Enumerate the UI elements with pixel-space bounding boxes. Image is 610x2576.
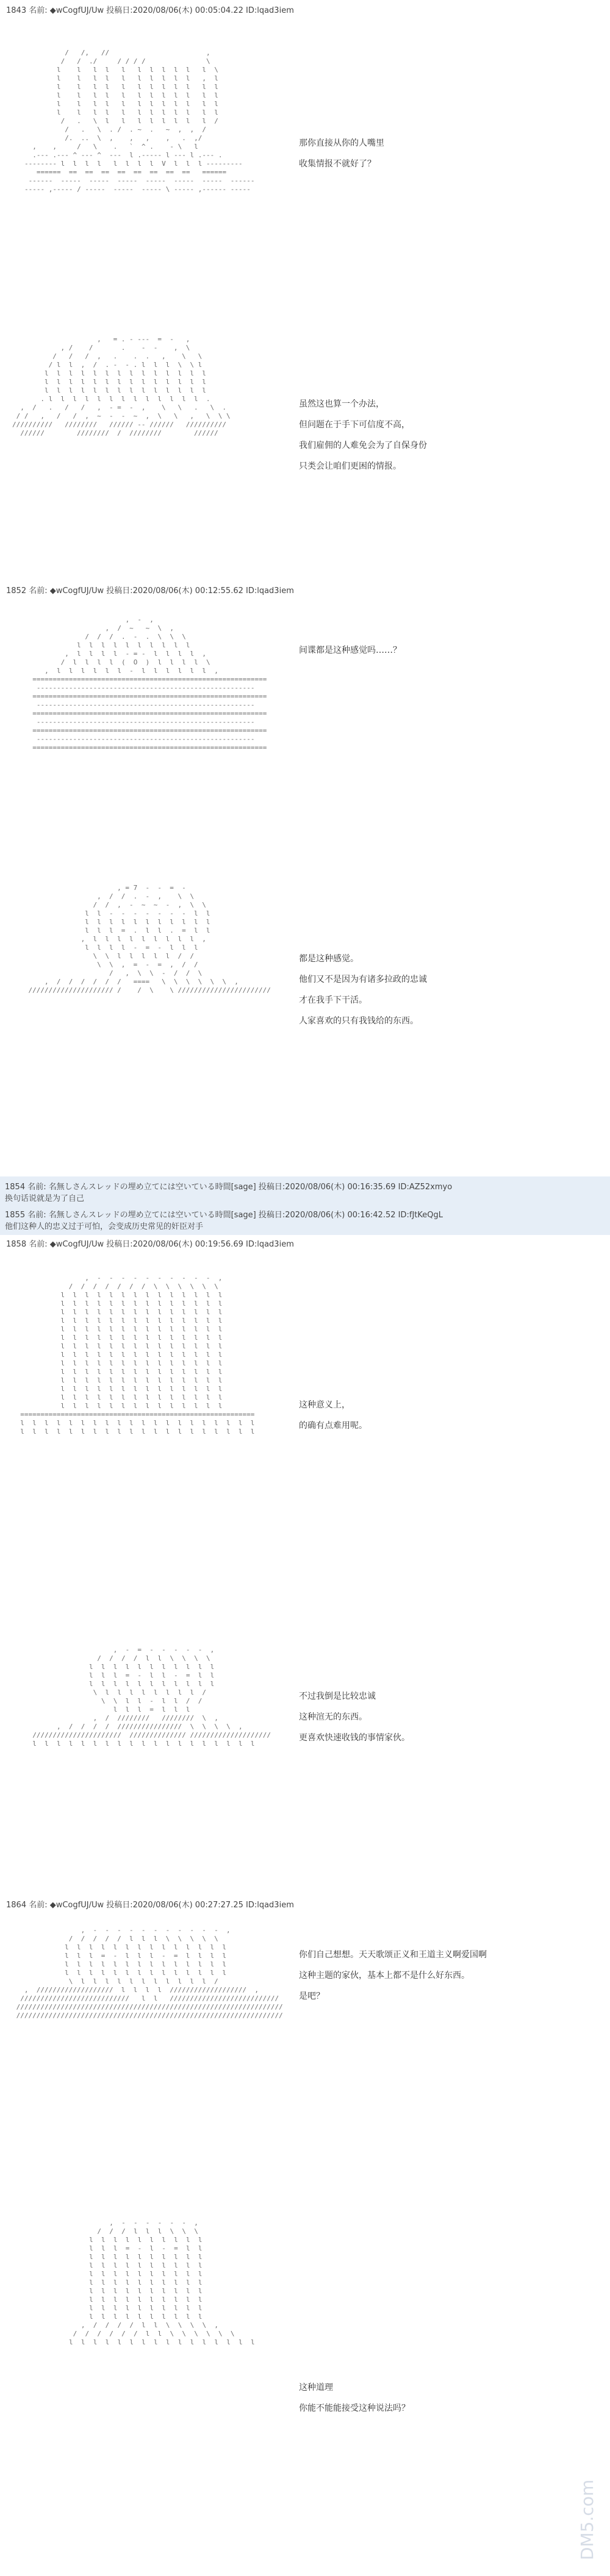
- ascii-art-figure: / /, // , / / ./ / / / / \ l l l l l l l l l l l \ l l l l l l l l l l , l l l l l l l l l l l l l l l l l l l l l l l l l l l l l l l l l l l l l l l l l l l l l l l l l / . \ l l l l l l l l / / . \ . / . ~ . ~ , , / /. .. \ , , , , . ,/ , , / \ . ` ^ . - \ l .--- .--- ^ --- ^ --- l .----- l --- l .--- . -------- l l l l l l l l V l l l --------- ====== == == == == == == == == ====== ------ ----- ----- ----- ----- ----- ----- ------ ----- ,----- / ----- ----- ----- \ ----- ,------ -----: [24, 49, 255, 193]
- dialog-line: 人家喜欢的只有我钱给的东西。: [299, 1016, 418, 1026]
- site-watermark: [577, 2359, 601, 2566]
- dialog-line: 收集情报不就好了？: [299, 159, 376, 169]
- dialog-text: [299, 133, 384, 174]
- dialog-text: [299, 2377, 410, 2419]
- dialog-line: 的确有点难用呢。: [299, 1421, 367, 1431]
- dialog-text: [299, 948, 427, 1031]
- dialog-line: 我们雇佣的人难免会为了自保身份: [299, 441, 427, 450]
- post-header: 1864 名前: ◆wCogfUJ/Uw 投稿日:2020/08/06(木) 00:27:27.25 ID:lqad3iem: [6, 1901, 294, 1910]
- dialog-line: 这种意义上，: [299, 1400, 350, 1410]
- dialog-line: 这种主题的家伙，基本上都不是什么好东西。: [299, 1971, 470, 1980]
- dialog-line: 只类会让咱们更困的情报。: [299, 461, 401, 471]
- dialog-line: 才在我手下干活。: [299, 995, 367, 1005]
- dialog-line: 更喜欢快速收钱的事情家伙。: [299, 1733, 410, 1743]
- dialog-line: 是吧？: [299, 1991, 325, 2001]
- post-header: [0, 1204, 610, 1235]
- post-header: [0, 1176, 610, 1207]
- ascii-art-figure: , = 7 - - = - , / / . - , \ \ / / , - ~ ~ - , \ \ l l - - - - - - - l l l l l l l l l l l l l l l l = . l l . = l l , l l l l l l l l l , l l l l - = - l l l \ \ l l l l l / / \ \ , = - = , / / / , \ \ - / / \ , / / / / / / ==== \ \ \ \ \ \ , ///////////////////// / / \ \ ///////////////////////: [28, 884, 271, 994]
- dialog-line: 虽然这也算一个办法，: [299, 399, 384, 409]
- dialog-line: 你们自己想想。天天歌颂正义和王道主义啊爱国啊: [299, 1950, 487, 1960]
- dialog-line: 这种渲无的东西。: [299, 1712, 367, 1722]
- dialog-text: [299, 1944, 487, 2007]
- post-header: 1852 名前: ◆wCogfUJ/Uw 投稿日:2020/08/06(木) 00:12:55.62 ID:lqad3iem: [6, 586, 294, 596]
- ascii-art-figure: , - - - - - - , / / / l l l \ \ \ l l l l l l l l l l l l l = - l - = l l l l l l l l l l l l l l l l l l l l l l l l l l l l l l l l l l l l l l l l l l l l l l l l l l l l l l l l l l l l l l l l l l l l l l l l l l l l l l l l l l , / / / / l l \ \ \ \ , / / / / / / l l \ \ \ \ \ \ l l l l l l l l l l l l l l l l: [68, 2219, 255, 2346]
- dialog-text: [299, 640, 401, 661]
- dialog-text: [299, 1686, 410, 1748]
- dialog-text: [299, 394, 427, 477]
- dialog-line: 不过我倒是比较忠诚: [299, 1692, 376, 1701]
- dialog-line: 他们又不是因为有诸多拉政的忠诚: [299, 975, 427, 984]
- post-header: 1858 名前: ◆wCogfUJ/Uw 投稿日:2020/08/06(木) 00:19:56.69 ID:lqad3iem: [6, 1240, 294, 1249]
- post-body: 他们这种人的忠义过于可怕，会变成历史常见的奸臣对手: [5, 1222, 204, 1231]
- ascii-art-figure: , - , , / ~ ~ \ , / / / . - . \ \ \ l l l l l l l l l l , l l l l - = - l l l l , / l l l l ( O ) l l l l \ , l l l l l l - l l l l l l , ========================================================== ------------------------------------------------------ ========================================================== ------------------------------------------------------ ========================================================== ------------------------------------------------------ ========================================================== ------------------------------------------------------ ==========================================================: [32, 616, 267, 752]
- dialog-line: 你能不能能接受这种说法吗？: [299, 2403, 410, 2413]
- watermark-text: DM5.com: [577, 2479, 597, 2560]
- dialog-line: 那你直接从你的人嘴里: [299, 138, 384, 148]
- dialog-line: 但问题在于手下可信度不高，: [299, 420, 410, 430]
- dialog-line: 间谍都是这种感觉吗……？: [299, 646, 401, 655]
- post-header-text: 1854 名前: 名無しさんスレッドの埋め立てには空いている時間[sage] 投稿日:2020/08/06(木) 00:16:35.69 ID:AZ52xmyo: [5, 1183, 453, 1192]
- ascii-art-figure: , - - - - - - - - - - - , / / / / / l l l \ \ \ \ \ l l l l l l l l l l l l l l l l l = - l l l - = l l l l l l l l l l l l l l l l l l l l l l l l l l l l l l l l \ l l l l l l l l l l l / , /////////////////// l l l l /////////////////// , /////////////////////////// l l /////////////////////////// ////////////////////////////////////////////////////////////////// //////////////////////////////////////////////////////////////////: [16, 1926, 283, 2019]
- dialog-text: [299, 1395, 367, 1436]
- post-header-text: 1855 名前: 名無しさんスレッドの埋め立てには空いている時間[sage] 投稿日:2020/08/06(木) 00:16:42.52 ID:fJtKeQgL: [5, 1211, 443, 1220]
- ascii-art-figure: , - - - - - - - - - - , / / / / / / / \ \ \ \ \ \ l l l l l l l l l l l l l l l l l l l l l l l l l l l l l l l l l l l l l l l l l l l l l l l l l l l l l l l l l l l l l l l l l l l l l l l l l l l l l l l l l l l l l l l l l l l l l l l l l l l l l l l l l l l l l l l l l l l l l l l l l l l l l l l l l l l l l l l l l l l l l l l l l l l l l l l l l l l l l l l l l l l l l l l l l l l l l l l l l l l l l l l l l l l l l l l l l l l l ========================================================== l l l l l l l l l l l l l l l l l l l l l l l l l l l l l l l l l l l l l l l l: [20, 1274, 255, 1436]
- post-header: 1843 名前: ◆wCogfUJ/Uw 投稿日:2020/08/06(木) 00:05:04.22 ID:lqad3iem: [6, 6, 294, 15]
- ascii-art-figure: , - = - - - - - , / / / / l l \ \ \ \ l l l l l l l l l l l l l l = - l l - = l l l l l l l l l l l l l \ l l l l l l l l / \ \ l l - l l / / l l l = l l l , / //////// //////// \ , , / / / / //////////////// \ \ \ \ , ////////////////////// ////////////// //////////////////// l l l l l l l l l l l l l l l l l l l: [32, 1646, 271, 1748]
- ascii-art-figure: , = . - --- = - , , / / . - - , \ / / / , . . . , \ \ / l l , / . - - . l l l \ \ l l l l l l l l l l l l l l l l l l l l l l l l l l l l l l l l l l l l l l l l l l l . l l l l l l l l l l l l l . , / . / / , - = - , \ \ . \ . / / , / / , ~ - - ~ , \ \ , \ \ \ ////////// //////// ////// -- ////// ////////// ////// //////// / //////// //////: [12, 335, 231, 437]
- dialog-line: 都是这种感觉。: [299, 954, 359, 964]
- dialog-line: 这种道理: [299, 2383, 333, 2393]
- post-body: 换句话说就是为了自己: [5, 1194, 85, 1203]
